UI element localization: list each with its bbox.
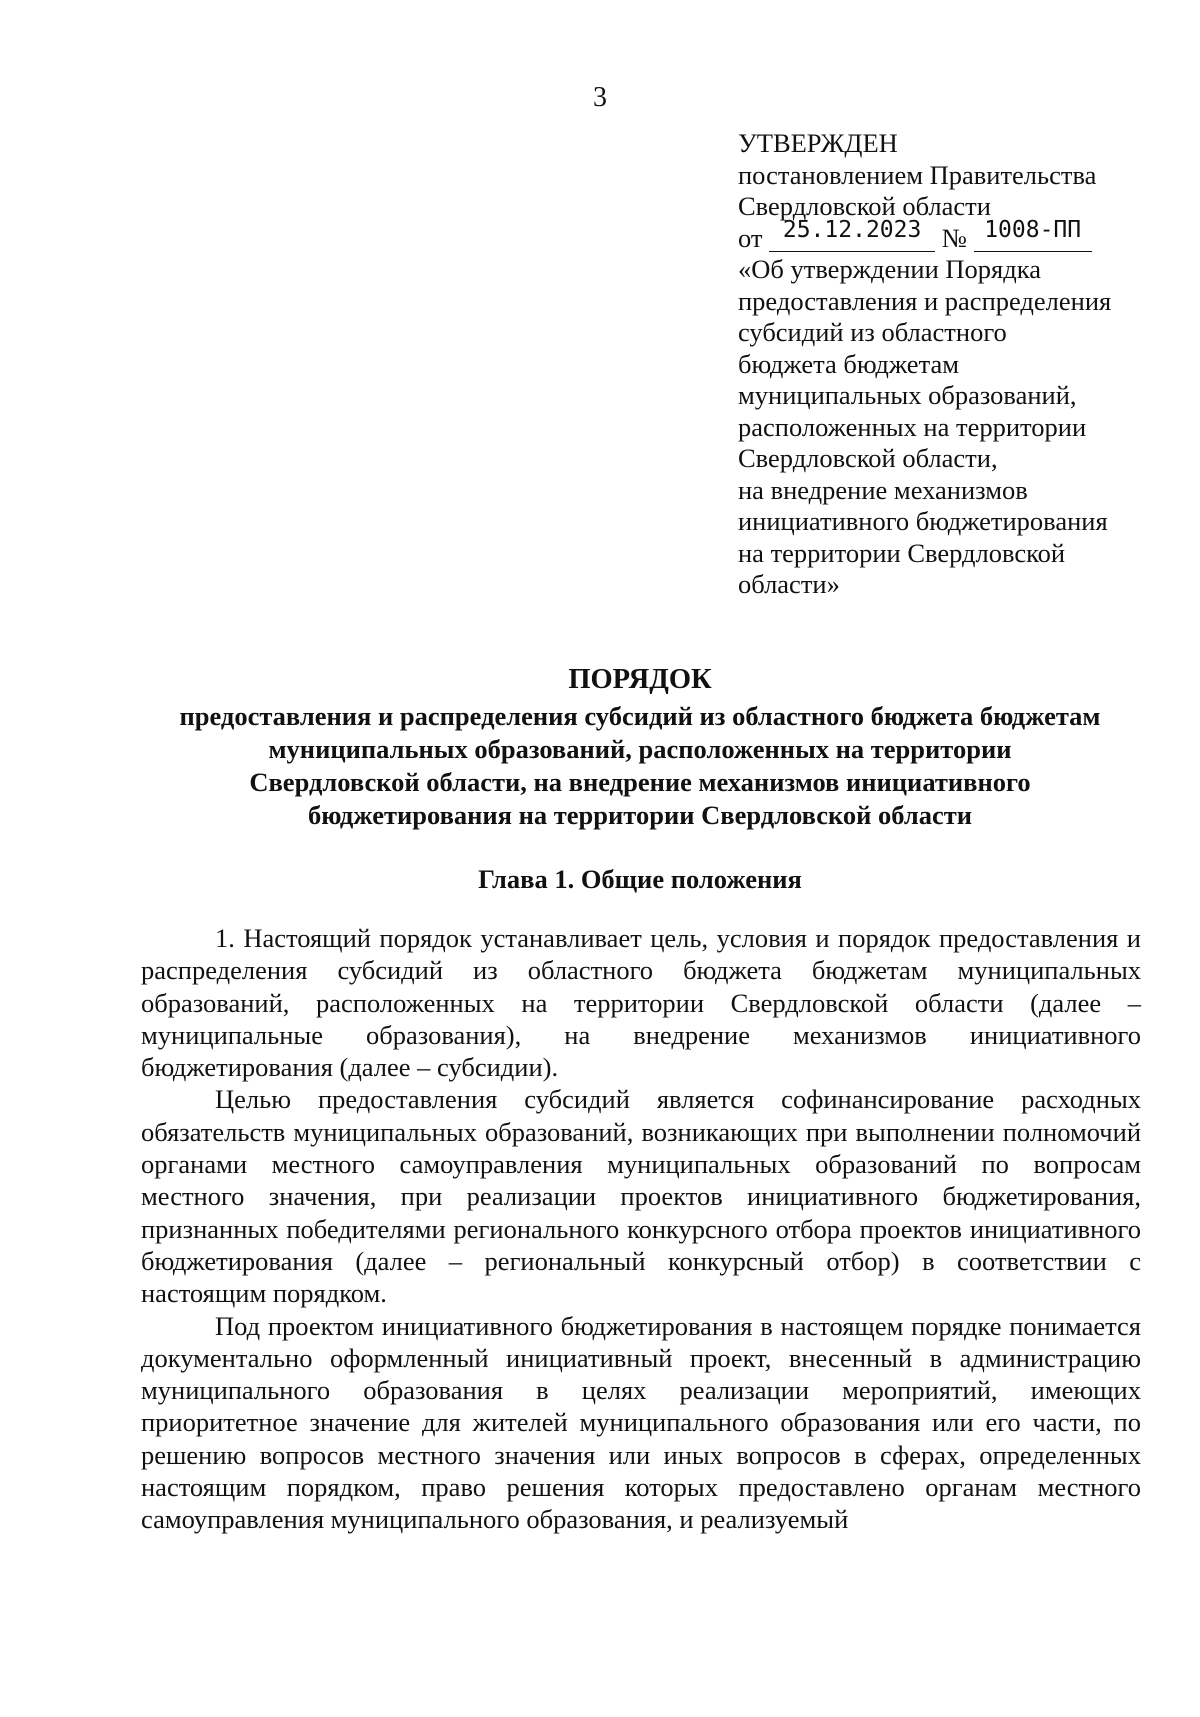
- paragraph-2: Целью предоставления субсидий является софинансирование расходных обязательств муниципальных образований, возникающих при выполнении полномочий органами местного самоуправления муниципальных образований по вопросам местного значения, при реализации проектов инициативного бюджетирования, признанных победителями регионального конкурсного отбора проектов инициативного бюджетирования (далее – региональный конкурсный отбор) в соответствии с настоящим порядком.: [141, 1084, 1141, 1309]
- decree-title-line: муниципальных образований,: [738, 380, 1077, 410]
- chapter-heading: Глава 1. Общие положения: [478, 864, 802, 894]
- approval-date-number-row: [738, 216, 1178, 255]
- from-label: от: [738, 222, 763, 253]
- decree-title-line: «Об утверждении Порядка: [738, 254, 1041, 284]
- document-body: [141, 922, 1141, 1536]
- page-number: 3: [593, 82, 607, 113]
- paragraph-1: 1. Настоящий порядок устанавливает цель, условия и порядок предоставления и распределения субсидий из областного бюджета бюджетам муниципальных образований, расположенных на территории Свердловской области (далее – муниципальные образования), на внедрение механизмов инициативного бюджетирования (далее – субсидии).: [141, 923, 1141, 1083]
- decree-title: [738, 254, 1178, 601]
- decree-title-line: расположенных на территории: [738, 411, 1087, 442]
- approval-number: 1008-ПП: [984, 216, 1082, 243]
- decree-title-line: области»: [738, 569, 840, 599]
- paragraph-3: Под проектом инициативного бюджетирования в настоящем порядке понимается документально оформленный инициативный проект, внесенный в администрацию муниципального образования в целях реализации мероприятий, имеющих приоритетное значение для жителей муниципального образования или его части, по решению вопросов местного значения или иных вопросов в сферах, определенных настоящим порядком, право решения которых предоставлено органам местного самоуправления муниципального образования, и реализуемый: [141, 1310, 1141, 1535]
- date-field: [769, 216, 935, 252]
- number-label: №: [941, 222, 968, 253]
- document-title: ПОРЯДОК: [568, 664, 712, 695]
- approval-stamp: [738, 128, 1178, 601]
- decree-title-line: на внедрение механизмов: [738, 474, 1028, 505]
- approval-heading: УТВЕРЖДЕН: [738, 128, 898, 158]
- decree-title-line: предоставления и распределения: [738, 285, 1112, 316]
- number-field: [974, 216, 1092, 252]
- approval-line-1: постановлением Правительства: [738, 159, 1097, 190]
- decree-title-line: на территории Свердловской: [738, 537, 1066, 568]
- approval-line-2: Свердловской области: [738, 191, 991, 221]
- decree-title-line: инициативного бюджетирования: [738, 506, 1108, 536]
- decree-title-line: бюджета бюджетам: [738, 348, 960, 379]
- approval-date: 25.12.2023: [782, 216, 922, 243]
- decree-title-line: субсидий из областного: [738, 317, 1007, 347]
- decree-title-line: Свердловской области,: [738, 443, 998, 473]
- document-subtitle: предоставления и распределения субсидий из областного бюджета бюджетам муниципальных образований, расположенных на территории Свердловской области, на внедрение механизмов инициативного бюджетирования на территории Свердловской области: [179, 701, 1101, 830]
